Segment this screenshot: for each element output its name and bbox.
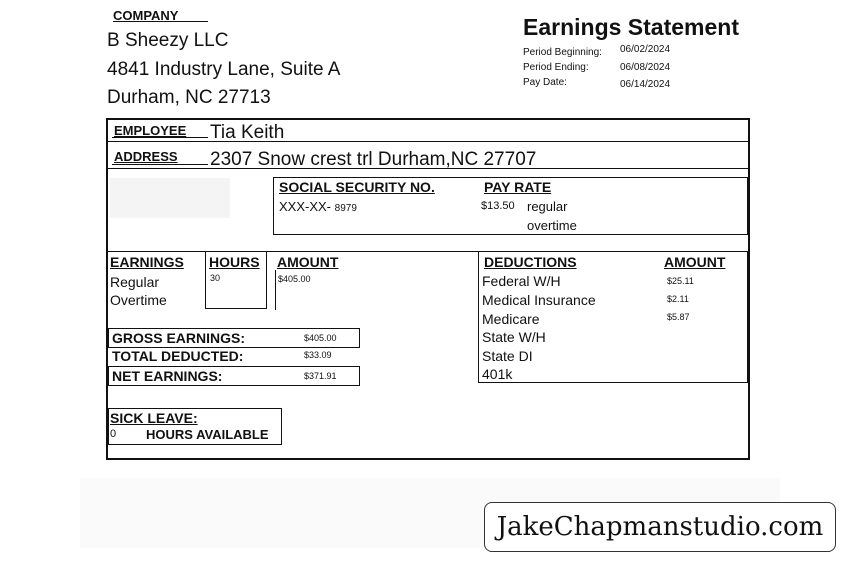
ssn-label: SOCIAL SECURITY NO. [279, 179, 435, 195]
ssn-value [279, 199, 357, 214]
employee-divider [108, 141, 748, 142]
deduction-row-medicare-amount: $5.87 [667, 312, 690, 322]
employee-name: Tia Keith [210, 122, 285, 143]
address-label-rule [112, 164, 208, 165]
faint-background-area [110, 178, 230, 218]
deduction-row-state-wh: State W/H [482, 329, 546, 345]
watermark-badge [484, 502, 836, 552]
period-beginning-value: 06/02/2024 [620, 44, 671, 55]
deduction-row-federal-amount: $25.11 [667, 276, 694, 286]
pay-rate-overtime: overtime [527, 218, 577, 233]
earnings-row-regular-amount: $405.00 [278, 274, 311, 284]
company-label-rule [113, 21, 208, 22]
employee-label: EMPLOYEE [114, 123, 187, 138]
pay-rate-value: $13.50 [481, 200, 515, 212]
employee-address: 2307 Snow crest trl Durham,NC 27707 [210, 149, 537, 170]
pay-date-value: 06/14/2024 [620, 79, 671, 90]
earnings-row-regular: Regular [110, 274, 160, 290]
pay-rate-regular: regular [527, 199, 568, 214]
period-ending-label: Period Ending: [523, 62, 589, 73]
deduction-row-medical-amount: $2.11 [667, 294, 689, 304]
total-deducted-value: $33.09 [304, 350, 332, 360]
period-ending-value: 06/08/2024 [620, 62, 671, 73]
sick-leave-hours-label: HOURS AVAILABLE [146, 427, 269, 442]
company-address-line1: 4841 Industry Lane, Suite A [107, 59, 341, 80]
net-earnings-value: $371.91 [304, 371, 337, 381]
pay-date-label: Pay Date: [523, 77, 567, 88]
company-name: B Sheezy LLC [107, 30, 229, 51]
company-label: COMPANY [113, 8, 179, 23]
deductions-amount-label: AMOUNT [664, 254, 726, 270]
ssn-last4: 8979 [334, 203, 357, 214]
company-address-line2: Durham, NC 27713 [107, 87, 271, 108]
deduction-row-401k: 401k [482, 366, 513, 382]
address-divider [108, 168, 748, 169]
ssn-masked: XXX-XX- [279, 199, 332, 214]
sick-leave-label: SICK LEAVE: [110, 410, 198, 426]
period-beginning-label: Period Beginning: [523, 47, 602, 58]
earnings-row-regular-hours: 30 [210, 273, 221, 283]
deduction-row-medical: Medical Insurance [482, 292, 596, 308]
employee-label-rule [112, 137, 208, 138]
sick-leave-hours: 0 [110, 428, 117, 440]
statement-title: Earnings Statement [523, 14, 739, 40]
earnings-label: EARNINGS [110, 254, 184, 270]
amount-label: AMOUNT [277, 254, 339, 270]
deduction-row-state-di: State DI [482, 348, 533, 364]
deductions-label: DEDUCTIONS [484, 254, 577, 270]
address-label: ADDRESS [114, 149, 178, 164]
total-deducted-label: TOTAL DEDUCTED: [112, 348, 244, 364]
earnings-row-overtime: Overtime [110, 292, 167, 308]
net-earnings-label: NET EARNINGS: [112, 368, 223, 384]
gross-earnings-label: GROSS EARNINGS: [112, 330, 246, 346]
amount-column-rule [275, 270, 276, 310]
hours-label: HOURS [209, 254, 260, 270]
pay-rate-label: PAY RATE [484, 179, 552, 195]
deduction-row-federal: Federal W/H [482, 273, 561, 289]
gross-earnings-value: $405.00 [304, 333, 337, 343]
watermark-text: JakeChapmanstudio.com [496, 512, 824, 542]
deduction-row-medicare: Medicare [482, 311, 540, 327]
